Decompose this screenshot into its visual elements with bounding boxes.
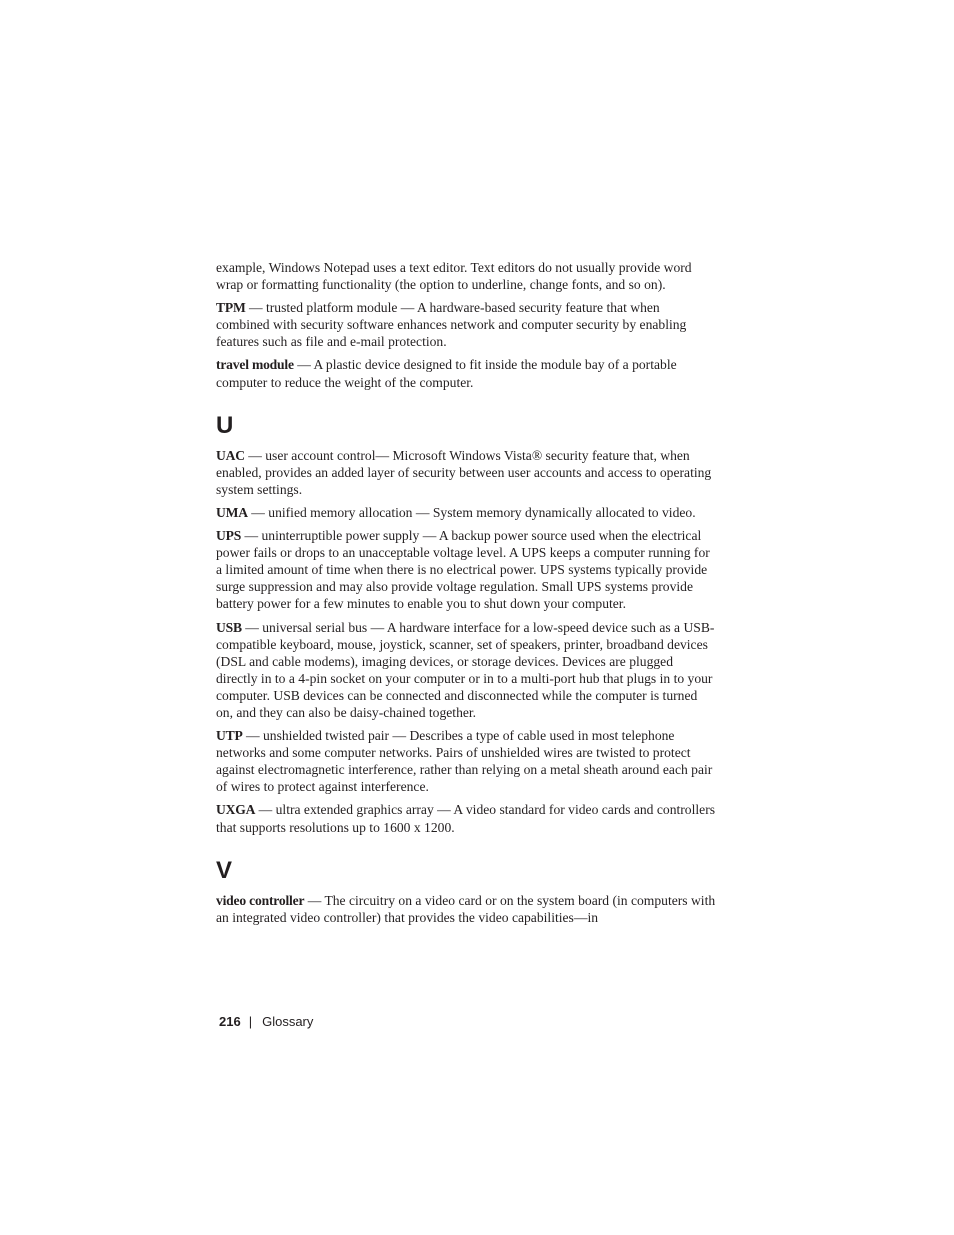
entry-definition: — unshielded twisted pair — Describes a type of cable used in most telephone networks and some computer networks. Pairs of unshielded wires are twisted to protect against electromagnetic interference, rather than relying on a metal sheath around each pair of wires to protect against interference. bbox=[216, 728, 713, 795]
page-footer bbox=[219, 1014, 313, 1029]
footer-section-title: Glossary bbox=[262, 1014, 314, 1029]
glossary-entry-uac bbox=[216, 447, 716, 498]
entry-term: UPS bbox=[216, 528, 242, 544]
entry-definition: — uninterruptible power supply — A backup power source used when the electrical power fails or drops to an unacceptable voltage level. A UPS keeps a computer running for a limited amount of time when there is no electrical power. UPS systems typically provide surge suppression and may also provide voltage regulation. Small UPS systems provide battery power for a few minutes to enable you to shut down your computer. bbox=[216, 528, 710, 612]
entry-term: UXGA bbox=[216, 802, 256, 818]
entry-definition: — A plastic device designed to fit inside the module bay of a portable computer to reduce the weight of the computer. bbox=[216, 357, 677, 390]
glossary-content bbox=[216, 259, 716, 932]
page-number: 216 bbox=[219, 1014, 241, 1029]
entry-term: UTP bbox=[216, 728, 243, 744]
entry-term: USB bbox=[216, 619, 242, 635]
entry-definition: — The circuitry on a video card or on the system board (in computers with an integrated video controller) that provides the video capabilities—in bbox=[216, 892, 716, 925]
glossary-entry-ups bbox=[216, 527, 716, 612]
entry-definition: — trusted platform module — A hardware-based security feature that when combined with security software enhances network and computer security by enabling features such as file and e-mail protection. bbox=[216, 300, 687, 350]
entry-term: travel module bbox=[216, 357, 294, 373]
entry-term: UAC bbox=[216, 447, 245, 463]
glossary-entry-video-controller bbox=[216, 892, 716, 926]
glossary-entry-tpm bbox=[216, 299, 716, 350]
entry-definition: — universal serial bus — A hardware interface for a low-speed device such as a USB-compatible keyboard, mouse, joystick, scanner, set of speakers, printer, broadband devices (DSL and cable modems), imaging devices, or storage devices. Devices are plugged directly in to a 4-pin socket on your computer or in to a multi-port hub that plugs in to your computer. USB devices can be connected and disconnected while the computer is turned on, and they can also be daisy-chained together. bbox=[216, 619, 715, 720]
entry-definition: — ultra extended graphics array — A video standard for video cards and controllers that supports resolutions up to 1600 x 1200. bbox=[216, 802, 716, 835]
entry-term: TPM bbox=[216, 300, 246, 316]
section-heading-v: V bbox=[216, 856, 233, 884]
entry-term: UMA bbox=[216, 504, 248, 520]
glossary-entry-usb bbox=[216, 619, 716, 722]
glossary-entry-travel-module bbox=[216, 356, 716, 390]
intro-paragraph: example, Windows Notepad uses a text editor. Text editors do not usually provide word wrap or formatting functionality (the option to underline, change fonts, and so on). bbox=[216, 260, 692, 293]
glossary-entry-utp bbox=[216, 727, 716, 795]
glossary-entry-uxga bbox=[216, 801, 716, 835]
entry-definition: — user account control— Microsoft Windows Vista® security feature that, when enabled, provides an added layer of security between user accounts and access to operating system settings. bbox=[216, 447, 712, 497]
footer-separator: | bbox=[248, 1014, 253, 1029]
entry-term: video controller bbox=[216, 892, 305, 908]
entry-definition: — unified memory allocation — System memory dynamically allocated to video. bbox=[247, 504, 696, 520]
section-heading-u: U bbox=[216, 411, 234, 439]
glossary-entry-uma bbox=[216, 504, 716, 521]
